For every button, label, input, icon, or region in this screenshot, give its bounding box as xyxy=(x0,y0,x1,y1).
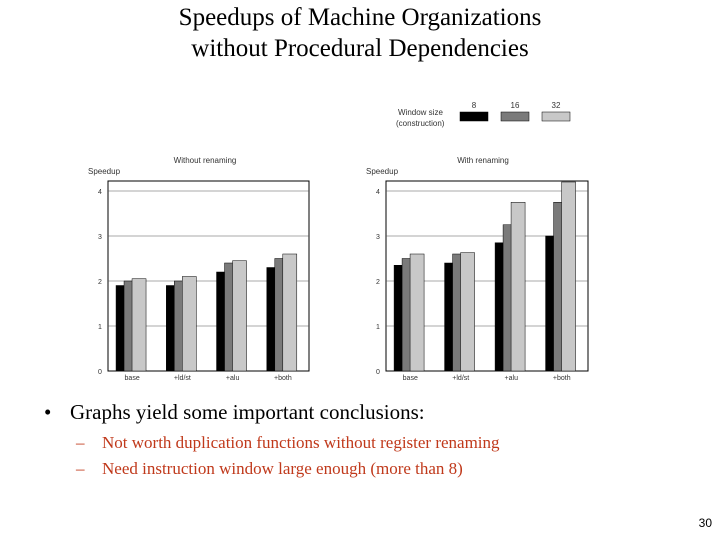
bar-both-32 xyxy=(283,254,297,371)
bar-alu-32 xyxy=(233,261,247,371)
bullet-main-text: Graphs yield some important conclusions: xyxy=(70,400,425,424)
legend xyxy=(396,101,570,128)
legend-swatch-32 xyxy=(542,112,570,121)
bar-alu-32 xyxy=(511,202,525,371)
bar-base-8 xyxy=(394,265,403,371)
y-tick-label: 1 xyxy=(376,324,380,331)
bar-alu-16 xyxy=(503,225,512,371)
y-tick-label: 1 xyxy=(98,324,102,331)
x-tick-label: +ld/st xyxy=(173,375,191,382)
bar-alu-16 xyxy=(225,263,234,371)
bar-base-32 xyxy=(132,279,146,371)
legend-swatch-8 xyxy=(460,112,488,121)
bar-ldst-16 xyxy=(174,281,183,371)
sub-bullet-2-text: Need instruction window large enough (more than 8) xyxy=(102,459,463,478)
legend-title-1: Window size xyxy=(398,108,443,117)
bar-base-32 xyxy=(410,254,424,371)
bar-alu-8 xyxy=(217,272,226,371)
x-tick-label: +both xyxy=(552,375,571,382)
bullet-dot-icon: • xyxy=(44,400,52,424)
bar-both-16 xyxy=(554,202,563,371)
sub-bullet-1-text: Not worth duplication functions without register renaming xyxy=(102,433,500,452)
bar-base-16 xyxy=(402,259,411,372)
chart-with-renaming xyxy=(366,156,588,382)
y-tick-label: 3 xyxy=(98,234,102,241)
x-tick-label: base xyxy=(124,375,140,382)
bar-both-32 xyxy=(562,182,576,371)
y-tick-label: 2 xyxy=(376,279,380,286)
chart-without-renaming xyxy=(88,156,309,382)
x-tick-label: +both xyxy=(274,375,292,382)
bar-ldst-16 xyxy=(453,254,462,371)
y-axis-label: Speedup xyxy=(366,167,399,176)
title-line-2: without Procedural Dependencies xyxy=(191,35,529,62)
x-tick-label: base xyxy=(402,375,418,382)
legend-label-8: 8 xyxy=(471,101,477,110)
bar-base-16 xyxy=(124,281,133,371)
sub-bullet-1 xyxy=(76,433,500,453)
y-tick-label: 3 xyxy=(376,234,380,241)
title-line-1: Speedups of Machine Organizations xyxy=(178,4,542,31)
sub-bullet-2 xyxy=(76,459,500,479)
y-tick-label: 4 xyxy=(376,189,380,196)
bar-ldst-8 xyxy=(166,286,175,372)
bar-both-8 xyxy=(546,236,555,371)
bar-alu-8 xyxy=(495,243,504,371)
legend-label-32: 32 xyxy=(551,101,561,110)
bar-ldst-32 xyxy=(461,253,475,371)
page-number: 30 xyxy=(698,516,712,530)
legend-swatch-16 xyxy=(501,112,529,121)
chart-title: Without renaming xyxy=(173,156,237,165)
y-tick-label: 2 xyxy=(98,279,102,286)
y-tick-label: 0 xyxy=(98,369,102,376)
dash-icon: – xyxy=(76,459,85,478)
bar-base-8 xyxy=(116,286,125,372)
y-tick-label: 4 xyxy=(98,189,102,196)
bar-ldst-32 xyxy=(182,277,196,372)
bar-ldst-8 xyxy=(445,263,454,371)
bullet-list xyxy=(44,400,500,479)
y-tick-label: 0 xyxy=(376,369,380,376)
chart-title: With renaming xyxy=(457,156,509,165)
legend-title-2: (construction) xyxy=(396,119,445,128)
bar-both-8 xyxy=(267,268,276,372)
dash-icon: – xyxy=(76,433,85,452)
y-axis-label: Speedup xyxy=(88,167,121,176)
bullet-main-item xyxy=(44,400,500,425)
legend-label-16: 16 xyxy=(510,101,520,110)
x-tick-label: +ld/st xyxy=(452,375,470,382)
x-tick-label: +alu xyxy=(504,375,518,382)
x-tick-label: +alu xyxy=(225,375,240,382)
bar-both-16 xyxy=(275,259,284,372)
